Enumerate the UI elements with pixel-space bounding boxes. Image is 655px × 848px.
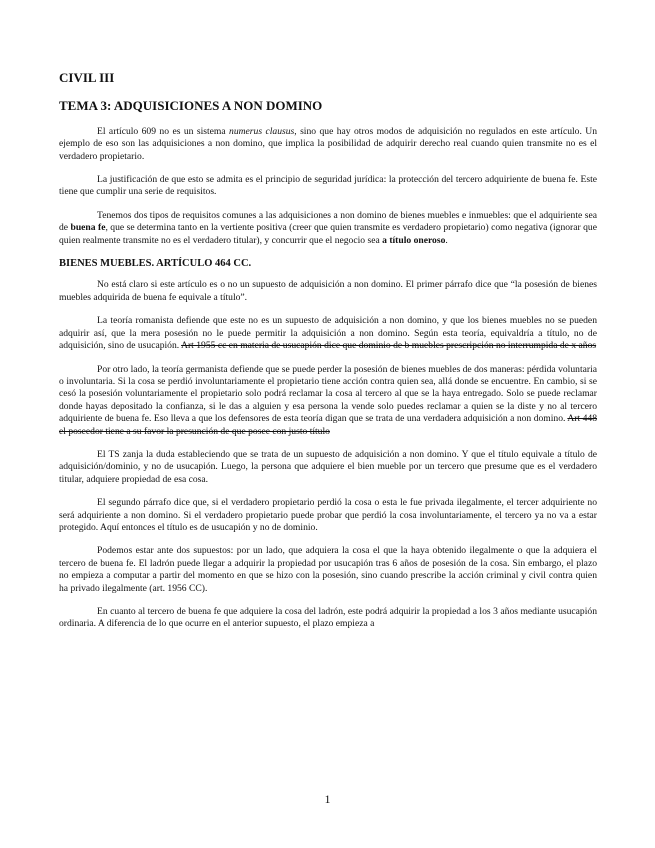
text-run: El artículo 609 no es un sistema: [97, 125, 230, 137]
body-paragraph: [59, 126, 597, 163]
text-run: Por otro lado, la teoría germanista defiende que se puede perder la posesión de bienes muebles de dos maneras: pérdida voluntaria o involuntaria. Si la cosa se perdió involuntariamente el propietario tiene acción contra quien sea, allá donde se encuentre. En cambio, si se cesó la posesión voluntariamente el propietario solo podrá reclamar la cosa al tercero al que se la haya entregado. Solo se puede reclamar donde hayas depositado la confianza, si le das a alguien y esa persona la vende solo puedes reclamar a quien se la diste y no al tercero adquiriente de buena fe. Eso lleva a que los defensores de esta teoría digan que se trata de una verdadera adquisición a non domino.: [59, 363, 597, 425]
text-run: El TS zanja la duda estableciendo que se trata de un supuesto de adquisición a non domino. Y que el título equivale a título de adquisición/dominio, y no de usucapión. Luego, la persona que adquiere el bien mueble por un tercero que presume que es el verdadero titular, adquiere propiedad de esa cosa.: [59, 448, 597, 485]
text-run: La justificación de que esto se admita es el principio de seguridad jurídica: la protección del tercero adquiriente de buena fe. Este tiene que cumplir una serie de requisitos.: [59, 174, 597, 198]
text-run: , sino que hay otros modos de adquisición no regulados en este artículo. Un ejemplo de eso son las adquisiciones a non domino, que implica la posibilidad de adquirir derecho real cuando quien transmite no es el verdadero propietario.: [59, 125, 597, 162]
struck-text: Art 448 el poseedor tiene a su favor la presunción de que posee con justo título: [59, 413, 598, 437]
body-paragraph: [59, 174, 597, 199]
body-paragraph: [59, 210, 597, 247]
body-paragraph: [59, 606, 597, 631]
body-paragraph: [59, 315, 597, 352]
page-number: 1: [324, 792, 331, 806]
text-run: En cuanto al tercero de buena fe que adquiere la cosa del ladrón, este podrá adquirir la propiedad a los 3 años mediante usucapión ordinaria. A diferencia de lo que ocurre en el anterior supuesto, el plazo empieza a: [59, 606, 597, 630]
section-heading: BIENES MUEBLES. ARTÍCULO 464 CC.: [59, 258, 252, 270]
body-paragraph: [59, 497, 597, 534]
body-paragraph: [59, 545, 597, 595]
body-paragraph: [59, 449, 597, 486]
text-run: La teoría romanista defiende que este no es un supuesto de adquisición a non domino, y que los bienes muebles no se pueden adquirir así, que la mera posesión no le puede permitir la adquisición a non domino. Según esta teoría, equivaldría a título, no de adquisición, sino de usucapión.: [59, 315, 597, 352]
text-run: , que se determina tanto en la vertiente positiva (creer que quien transmite es verdadero propietario) como negativa (ignorar que quien realmente transmite no es el verdadero titular), y concurrir que el negocio sea: [59, 222, 597, 246]
topic-title: TEMA 3: ADQUISICIONES A NON DOMINO: [59, 98, 323, 114]
text-run: Tenemos dos tipos de requisitos comunes a las adquisiciones a non domino de bienes muebles e inmuebles: que el adquiriente sea de: [59, 209, 597, 234]
course-title: CIVIL III: [59, 70, 115, 85]
struck-text: Art 1955 cc en materia de usucapión dice que dominio de b muebles prescripción no interrumpida de x años: [181, 340, 597, 352]
bold-text: buena fe: [70, 222, 106, 234]
text-run: .: [445, 234, 448, 246]
text-run: Podemos estar ante dos supuestos: por un lado, que adquiera la cosa el que la haya obtenido ilegalmente o que la adquiera el tercero de buena fe. El ladrón puede llegar a adquirir la propiedad por usucapión tras 6 años de posesión de la cosa. Sin embargo, el plazo no empieza a computar a partir del momento en que se hizo con la posesión, sino cuando prescribe la acción criminal y civil contra quien ha privado ilegalmente (art. 1956 CC).: [59, 545, 597, 594]
italic-text: numerus clausus: [229, 125, 295, 137]
bold-text: a título oneroso: [382, 234, 446, 246]
text-run: No está claro si este artículo es o no un supuesto de adquisición a non domino. El primer párrafo dice que “la posesión de bienes muebles adquirida de buena fe equivale a título”.: [59, 279, 597, 303]
document-body: [59, 126, 597, 631]
body-paragraph: [59, 279, 597, 304]
document-page: [59, 72, 597, 642]
text-run: El segundo párrafo dice que, si el verdadero propietario perdió la cosa o esta le fue privada ilegalmente, el tercer adquiriente no será adquiriente a non domino. Si el verdadero propietario puede probar que perdió la cosa involuntariamente, el tercero ya no va a estar protegido. Aquí entonces el título es de usucapión y no de dominio.: [59, 497, 597, 533]
body-paragraph: [59, 364, 597, 438]
